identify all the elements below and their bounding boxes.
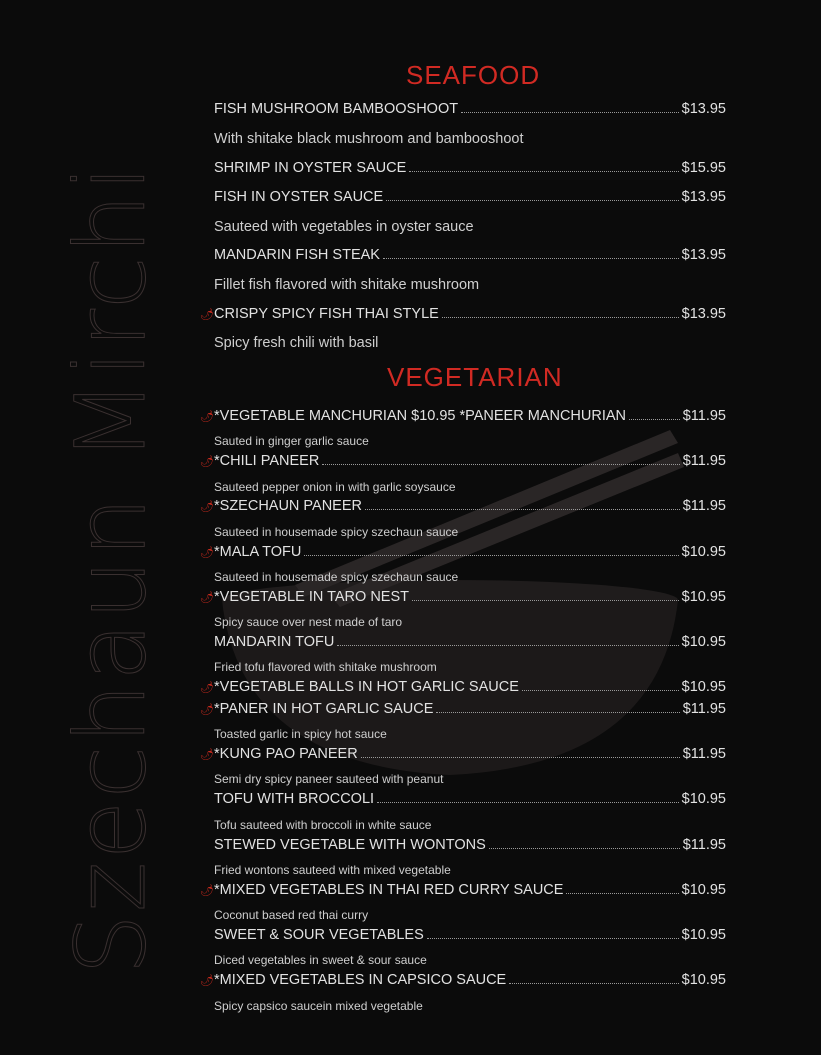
item-description: Sauteed in housemade spicy szechaun sauce [214,570,459,584]
dot-leader [337,645,678,646]
menu-item [200,746,726,762]
chili-pepper-icon: 🌶 [200,885,214,897]
item-price: $13.95 [681,101,726,117]
menu-item [200,791,726,807]
chili-pepper-icon: 🌶 [200,547,214,559]
item-name: *VEGETABLE IN TARO NEST [214,589,409,605]
dot-leader [489,848,680,849]
item-name: MANDARIN FISH STEAK [214,247,380,263]
dot-leader [304,555,678,556]
item-name: *CHILI PANEER [214,453,320,469]
item-description: Sauteed pepper onion in with garlic soysauce [214,480,456,494]
item-description: Coconut based red thai curry [214,908,369,922]
item-price: $10.95 [681,679,726,695]
section-title-seafood: SEAFOOD [406,60,541,90]
item-price: $11.95 [682,453,726,469]
item-price: $11.95 [682,498,726,514]
menu-item [200,306,726,322]
item-name: *SZECHAUN PANEER [214,498,362,514]
item-description: Spicy capsico saucein mixed vegetable [214,999,423,1013]
item-price: $13.95 [681,189,726,205]
menu-item [200,837,726,853]
dot-leader [442,317,679,318]
menu-item [200,453,726,469]
dot-leader [566,893,678,894]
item-description: Spicy sauce over nest made of taro [214,615,403,629]
chili-pepper-icon: 🌶 [200,411,214,423]
dot-leader [461,112,679,113]
chili-pepper-icon: 🌶 [200,456,214,468]
menu-item [200,189,726,205]
item-price: $11.95 [682,837,726,853]
item-description: Toasted garlic in spicy hot sauce [214,727,387,741]
item-name: FISH MUSHROOM BAMBOOSHOOT [214,101,459,117]
item-name: *KUNG PAO PANEER [214,746,358,762]
item-price: $13.95 [681,306,726,322]
dot-leader [629,419,680,420]
item-description: Sauted in ginger garlic sauce [214,434,369,448]
menu-item [200,589,726,605]
item-description: With shitake black mushroom and bambooshoot [214,131,524,147]
item-price: $10.95 [681,972,726,988]
item-price: $11.95 [682,408,726,424]
item-description: Diced vegetables in sweet & sour sauce [214,953,427,967]
item-price: $11.95 [682,746,726,762]
menu-item [200,634,726,650]
item-name: *VEGETABLE BALLS IN HOT GARLIC SAUCE [214,679,519,695]
item-description: Fried wontons sauteed with mixed vegetable [214,863,451,877]
item-name: *VEGETABLE MANCHURIAN $10.95 *PANEER MANCHURIAN [214,408,627,424]
chili-pepper-icon: 🌶 [200,749,214,761]
chili-pepper-icon: 🌶 [200,309,214,321]
menu-item [200,544,726,560]
dot-leader [361,757,680,758]
dot-leader [377,802,679,803]
item-price: $10.95 [681,791,726,807]
item-price: $10.95 [681,589,726,605]
item-name: *MIXED VEGETABLES IN CAPSICO SAUCE [214,972,507,988]
item-description: Sauteed with vegetables in oyster sauce [214,219,474,235]
dot-leader [436,712,679,713]
item-name: FISH IN OYSTER SAUCE [214,189,384,205]
menu-item [200,927,726,943]
dot-leader [509,983,678,984]
item-description: Fillet fish flavored with shitake mushroom [214,277,480,293]
vertical-brand-watermark: Szechaun Mirchi [55,162,167,975]
item-name: MANDARIN TOFU [214,634,335,650]
dot-leader [365,509,680,510]
dot-leader [383,258,679,259]
item-name: *PANER IN HOT GARLIC SAUCE [214,701,434,717]
item-description: Semi dry spicy paneer sauteed with peanut [214,772,444,786]
item-price: $15.95 [681,160,726,176]
menu-item [200,498,726,514]
dot-leader [427,938,679,939]
item-name: CRISPY SPICY FISH THAI STYLE [214,306,439,322]
item-price: $10.95 [681,544,726,560]
menu-item [200,972,726,988]
dot-leader [322,464,679,465]
item-price: $13.95 [681,247,726,263]
section-title-vegetarian: VEGETARIAN [387,362,563,392]
item-description: Fried tofu flavored with shitake mushroom [214,660,437,674]
chili-pepper-icon: 🌶 [200,592,214,604]
item-price: $11.95 [682,701,726,717]
chili-pepper-icon: 🌶 [200,975,214,987]
item-name: *MIXED VEGETABLES IN THAI RED CURRY SAUCE [214,882,564,898]
dot-leader [522,690,679,691]
chili-pepper-icon: 🌶 [200,704,214,716]
menu-item [200,408,726,424]
item-price: $10.95 [681,882,726,898]
menu-item [200,247,726,263]
menu-item [200,160,726,176]
menu-item [200,882,726,898]
menu-item [200,101,726,117]
chili-pepper-icon: 🌶 [200,501,214,513]
item-name: *MALA TOFU [214,544,302,560]
menu-item [200,679,726,695]
item-price: $10.95 [681,927,726,943]
dot-leader [409,171,678,172]
item-name: SWEET & SOUR VEGETABLES [214,927,424,943]
menu-item [200,701,726,717]
item-description: Tofu sauteed with broccoli in white sauce [214,818,432,832]
item-description: Sauteed in housemade spicy szechaun sauce [214,525,459,539]
item-description: Spicy fresh chili with basil [214,335,379,351]
dot-leader [386,200,678,201]
chili-pepper-icon: 🌶 [200,682,214,694]
item-name: STEWED VEGETABLE WITH WONTONS [214,837,486,853]
item-name: SHRIMP IN OYSTER SAUCE [214,160,407,176]
item-name: TOFU WITH BROCCOLI [214,791,375,807]
dot-leader [412,600,679,601]
item-price: $10.95 [681,634,726,650]
